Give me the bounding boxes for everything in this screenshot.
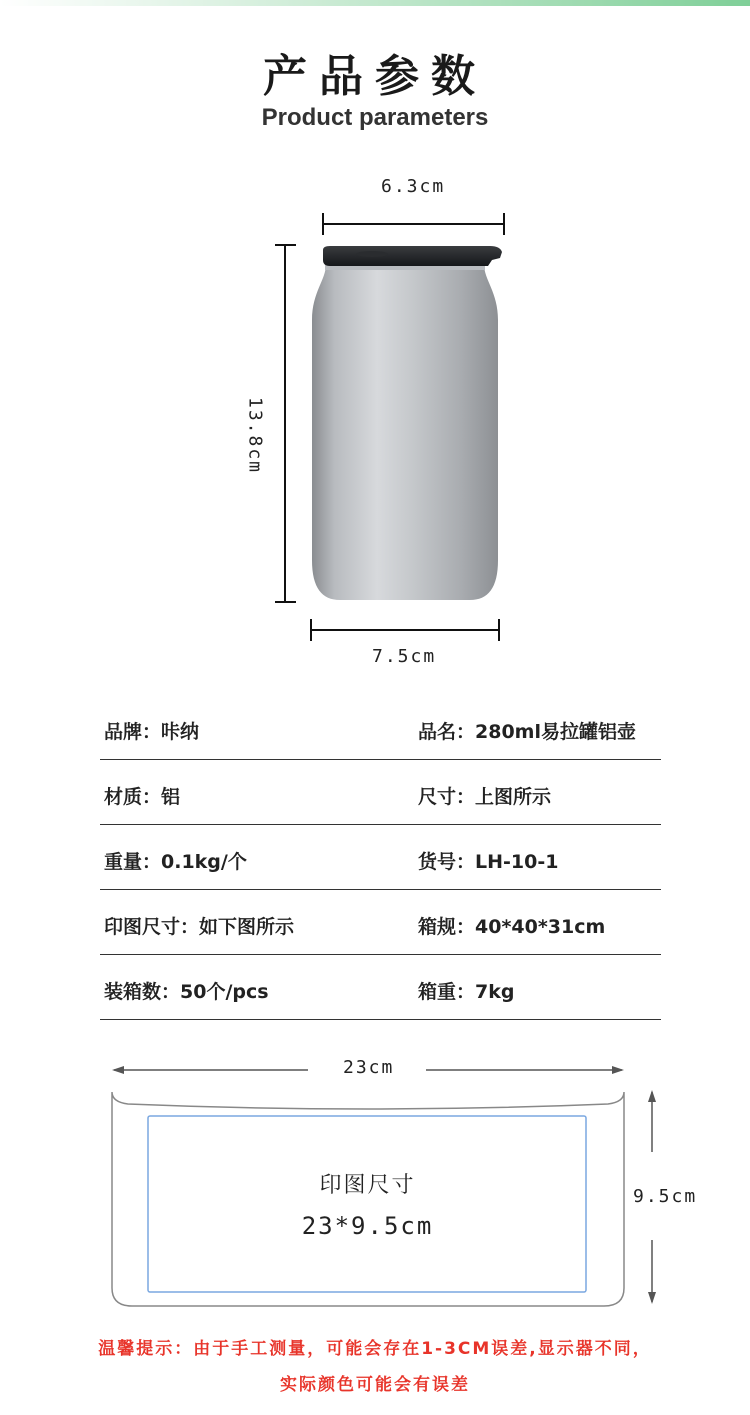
spec-row [100, 955, 661, 1020]
spec-row [100, 890, 661, 955]
spec-brand: 品牌：咔纳 [104, 721, 200, 743]
spec-weight: 重量：0.1kg/个 [104, 851, 247, 873]
notice-line-1: 温馨提示：由于手工测量，可能会存在1-3CM误差,显示器不同， [98, 1339, 652, 1359]
spec-item-number: 货号：LH-10-1 [418, 851, 559, 873]
spec-row [100, 760, 661, 825]
aluminum-can [312, 246, 502, 600]
print-width-label: 23cm [343, 1057, 395, 1078]
spec-carton-size: 箱规：40*40*31cm [418, 916, 606, 938]
spec-row [100, 695, 661, 760]
bottom-width-label: 7.5cm [372, 646, 437, 667]
print-area-title: 印图尺寸 [319, 1173, 416, 1198]
top-accent-bar [0, 0, 750, 6]
spec-carton-qty: 装箱数：50个/pcs [104, 981, 269, 1003]
spec-print-size: 印图尺寸：如下图所示 [104, 916, 295, 938]
spec-table [100, 695, 661, 1020]
print-height-label: 9.5cm [633, 1186, 698, 1207]
spec-size: 尺寸：上图所示 [418, 786, 552, 808]
black-lid [323, 246, 502, 266]
print-area-size: 23*9.5cm [301, 1212, 434, 1240]
spec-material: 材质：铝 [104, 786, 181, 808]
can-illustration [0, 160, 750, 680]
height-label: 13.8cm [244, 396, 266, 475]
top-width-label: 6.3cm [381, 176, 446, 197]
top-width-dimension [323, 213, 504, 235]
page-title: 产品参数 [263, 51, 487, 102]
notice-line-2: 实际颜色可能会有误差 [280, 1375, 470, 1395]
height-dimension [275, 245, 296, 602]
spec-carton-weight: 箱重：7kg [418, 981, 515, 1003]
bottom-width-dimension [311, 619, 499, 641]
label-outline [112, 1092, 624, 1306]
spec-row [100, 825, 661, 890]
page-subtitle: Product parameters [261, 104, 489, 131]
spec-product-name: 品名：280ml易拉罐铝壶 [418, 721, 636, 743]
